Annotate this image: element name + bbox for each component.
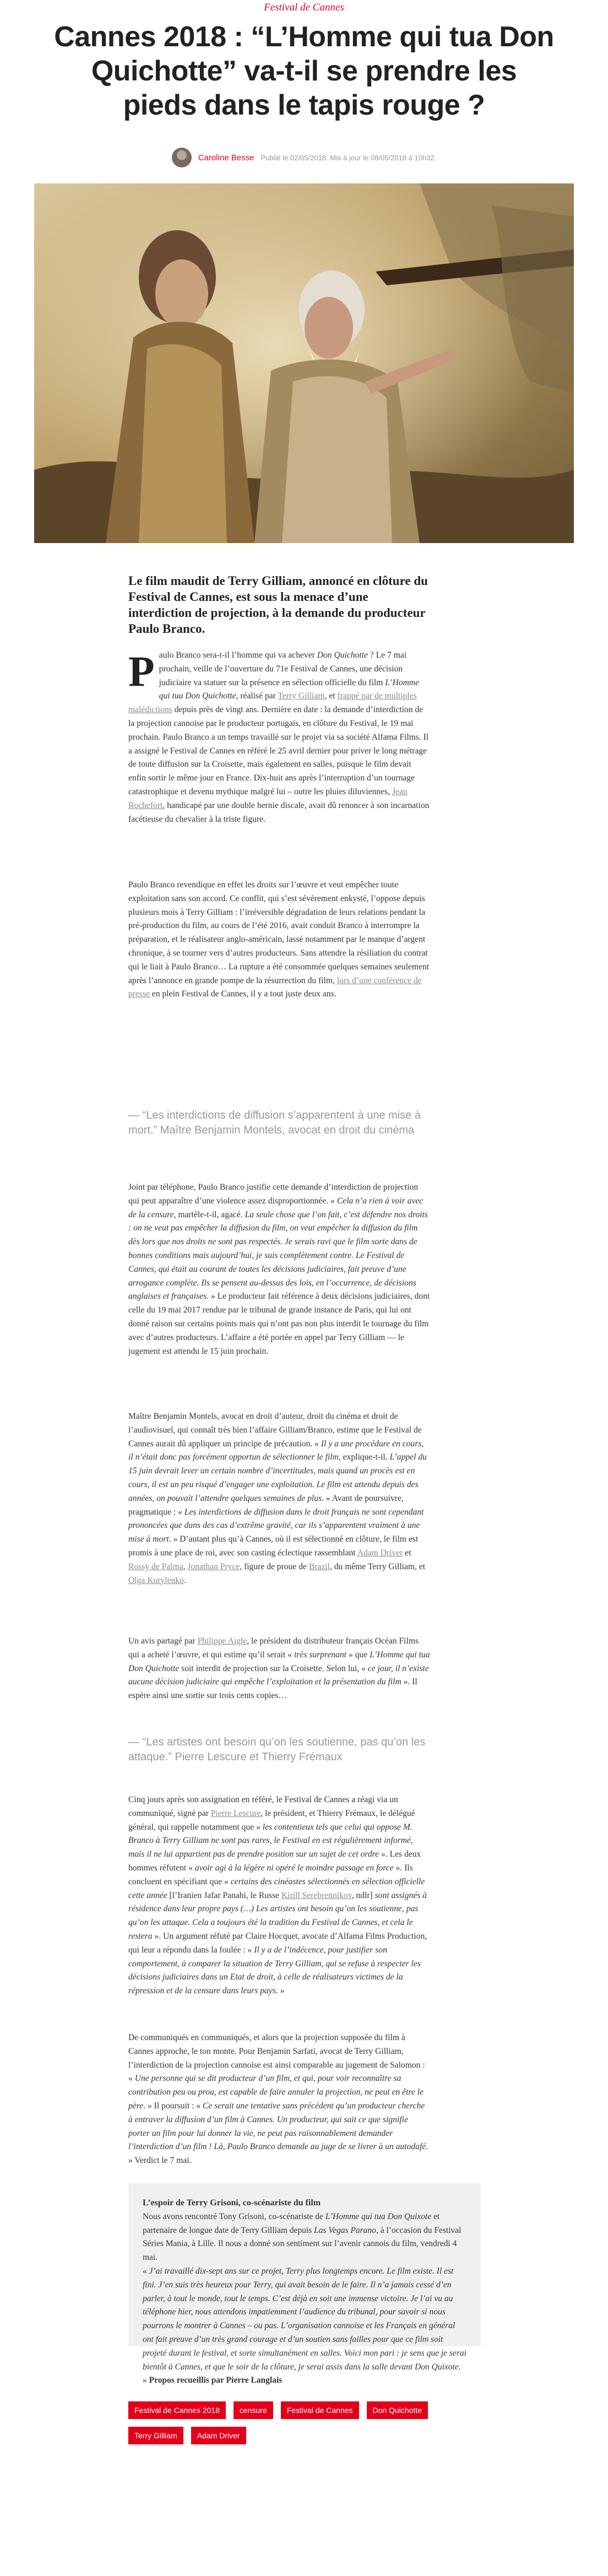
pull-quote-2 — [128, 1735, 430, 1765]
text: . » D’autant plus qu’à Cannes, où il est sélectionné en clôture, le film est promis à une place de roi, avec son casting éclectique rassemblant — [128, 1534, 419, 1558]
quote-attribution: Pierre Lescure et Thierry Frémaux — [175, 1751, 343, 1763]
info-box-quote — [143, 2265, 466, 2388]
text: , martèle-t-il, agacé. — [173, 1210, 245, 1219]
paragraph-7 — [128, 2031, 430, 2168]
link-kirill-serebrennikov[interactable]: Kirill Serebrennikov — [281, 1890, 352, 1900]
pull-quote-1 — [128, 1108, 430, 1138]
info-box-signature: Propos recueillis par Pierre Langlais — [149, 2376, 283, 2385]
paragraph-2 — [128, 878, 430, 1001]
publish-date: Publié le 02/05/2018. Mis à jour le 08/05/2018 à 10h32. — [260, 153, 437, 162]
emphasis: L’Homme qui tua Don Quichotte — [128, 1650, 430, 1673]
tag-list — [128, 2401, 481, 2452]
text: . » Verdict le 7 mai. — [128, 2142, 428, 2166]
emphasis: J’ai travaillé dix-sept ans sur ce projet, Terry plus longtemps encore. Le film existe. Il est fini. J’en suis très heureux pour Terry, qui avait besoin de le faire. Il n’a jamais cessé d’en parler, à tout le monde, tout le temps. C’est déjà en soit une immense victoire. Je l’ai vu au téléphone hier, nous attendons impatiemment l’audience du tribunal, pour savoir si nous pourrons le montrer à Cannes – ou pas. L’organisation cannoise et les Français en général ont fait preuve d’un très grand courage et d’un soutien sans failles pour que ce film soit projeté durant le festival, et sorte simultanément en salles. Voici mon pari : je sens que je serai bientôt à Cannes, et que le soir de la clôture, je serai assis dans la salle devant Don Quixote — [143, 2266, 466, 2372]
link-jonathan-pryce[interactable]: Jonathan Pryce — [187, 1561, 240, 1571]
paragraph-3 — [128, 1181, 430, 1358]
emphasis: L’appel du 15 juin devrait lever un certain nombre d’incertitudes, mais quand un procès est en cours, il est un peu risqué d’engager une exploitation. Le film est attendu depuis des années, on pouvait l’attendre quelques semaines de plus — [128, 1452, 427, 1503]
tag-link[interactable]: Festival de Cannes 2018 — [128, 2401, 226, 2419]
category-label[interactable]: Festival de Cannes — [264, 2, 344, 13]
text: De communiqués en communiqués, et alors que la projection supposée du film à Cannes approche, le ton monte. Pour Benjamin Sarfati, avocat de Terry Gilliam, l’interdiction de la projection cannoise est ainsi comparable au jugement de Salomon : « — [128, 2033, 425, 2084]
link-terry-gilliam[interactable]: Terry Gilliam — [278, 691, 325, 701]
emphasis: avoir agi à la légère ni opéré le moindre passage en force — [194, 1863, 394, 1873]
text: , réalisé par — [236, 691, 278, 701]
text: depuis près de vingt ans. Dernière en date : la demande d’interdiction de la projection cannoise par le producteur portugais, en clôture du Festival, le 19 mai prochain. Paulo Branco a un temps travaillé sur le projet via sa société Alfama Films. Il a assigné le Festival de Cannes en référé le 25 avril dernier pour priver le long métrage de toute diffusion sur la Croisette, mais également en salles, puisque le film devait enfin sortir le même jour en France. Dix-huit ans après l’interruption d’un tournage catastrophique et devenu mythique malgré lui – outre les pluies diluviennes, — [128, 705, 429, 796]
text: en plein Festival de Cannes, il y a tout juste deux ans. — [149, 989, 336, 999]
emphasis: très surprenant — [294, 1650, 347, 1660]
emphasis: L’Homme qui tua Don Quixote — [325, 2211, 432, 2221]
info-box-intro — [143, 2210, 466, 2265]
drop-cap: P — [128, 647, 155, 695]
emphasis: L’Homme qui tua Don Quichotte — [159, 677, 420, 701]
text: et — [403, 1548, 411, 1558]
link-jean-rochefort[interactable]: Jean Rochefort — [128, 787, 408, 810]
text: Nous avons rencontré Tony Grisoni, co-scénariste de — [143, 2211, 325, 2221]
emphasis: les contentieux tels que celui qui oppose M. Branco à Terry Gilliam ne sont pas rares, le Festival en est régulièrement informé, mais il ne lui appartient pas de prendre position sur un sujet de cet ordre — [128, 1822, 413, 1859]
paragraph-1 — [128, 649, 430, 826]
emphasis: Ce serait une tentative sans précédent qu’un producteur cherche à entraver la diffusion d’un film à Cannes. Un producteur, qui sait ce que signifie porter un film pour lui donner la vie, ne peut pas raisonnablement demander l’interdiction d’un film ! Là, Paulo Branco demande au juge de se livrer à un autodafé — [128, 2101, 426, 2152]
article-title: Cannes 2018 : “L’Homme qui tua Don Quichotte” va-t-il se prendre les pieds dans le tapis rouge ? — [54, 21, 554, 121]
info-box-title: L’espoir de Terry Grisoni, co-scénariste du film — [143, 2198, 321, 2208]
tag-link[interactable]: Terry Gilliam — [128, 2427, 183, 2444]
byline — [0, 148, 608, 167]
text: . » — [275, 1986, 285, 1996]
text: ». Les deux hommes réfutent « — [128, 1850, 421, 1873]
text: . » Il poursuit : « — [143, 2101, 203, 2111]
emphasis: Une personne qui se dit producteur d’un film, et qui, pour voir reconnaître sa contribution peu ou prou, est capable de faire annuler la projection, ne peut en être le père — [128, 2074, 424, 2111]
text: ». Il espère ainsi une sortie sur trois cents copies… — [128, 1677, 417, 1701]
emphasis: Il y a une procédure en cours, il n’était donc pas forcément opportun de sélectionner le film — [128, 1439, 424, 1462]
emphasis: Il y a de l’indécence, pour justifier son comportement, à comparer la situation de Terry Gilliam, qui se refuse à respecter les décisions judiciaires dans un Etat de droit, à celle de réalisateurs victimes de la répression et de la censure dans leurs pays — [128, 1945, 421, 1996]
text: ». Un argument réfuté par Claire Hocquet, avocate d’Alfama Films Production, qui leur a répondu dans la foulée : « — [128, 1931, 427, 1955]
text: Cinq jours après son assignation en référé, le Festival de Cannes a réagi via un communiqué, signé par — [128, 1795, 398, 1818]
text: , le président du distributeur français Océan Films qui a acheté l’œuvre, et qui estime qu’il serait « — [128, 1636, 419, 1660]
emphasis: Don Quichotte — [317, 650, 368, 660]
emphasis: Cela n’a rien à voir avec de la censure — [128, 1196, 424, 1219]
emphasis: Les interdictions de diffusion dans le droit français ne sont cependant prononcées que dans des cas d’extrême gravité, car ils s’apparentent vraiment à une mise à mort — [128, 1507, 424, 1544]
text: » que — [346, 1650, 370, 1660]
link-olga-kurylenko[interactable]: Olga Kurylenko — [128, 1575, 184, 1585]
text: , explique-t-il. — [338, 1452, 390, 1462]
text: . — [183, 1575, 186, 1585]
link-conference[interactable]: lors d’une conférence de presse — [128, 975, 422, 999]
text: [l’Iranien Jafar Panahi, le Russe — [167, 1890, 281, 1900]
link-adam-driver[interactable]: Adam Driver — [357, 1548, 403, 1558]
emphasis: Las Vegas Parano — [314, 2225, 376, 2235]
text: , — [183, 1561, 188, 1571]
text: Un avis partagé par — [128, 1636, 198, 1646]
hero-image — [34, 183, 574, 543]
quote-attribution: Maître Benjamin Montels, avocat en droit du cinéma — [160, 1124, 415, 1136]
quote-text: — “Les interdictions de diffusion s’apparentent à une mise à mort.” — [128, 1109, 421, 1136]
article-lead: Le film maudit de Terry Gilliam, annoncé en clôture du Festival de Cannes, est sous la menace d’une interdiction de projection, à la demande du producteur Paulo Branco. — [128, 574, 428, 636]
emphasis: sont assignés à résidence dans leur propre pays (…) Les artistes ont besoin qu’on les soutienne, pas qu’on les attaque. Cela a toujours été la tradition du Festival de Cannes, et cela le restera — [128, 1890, 427, 1941]
text: , figure de proue de — [240, 1561, 309, 1571]
link-brazil[interactable]: Brazil — [308, 1561, 330, 1571]
text: Maître Benjamin Montels, avocat en droit d’auteur, droit du cinéma et droit de l’audiovisuel, qui connaît très bien l’affaire Gilliam/Branco, estime que le Festival de Cannes aurait dû appliquer un principe de précaution. « — [128, 1412, 422, 1449]
text: , ndlr] — [351, 1890, 375, 1900]
text: Paulo Branco revendique en effet les droits sur l’œuvre et veut empêcher toute exploitation sans son accord. Ce conflit, qui s’est sévèrement enkysté, l’oppose depuis plusieurs mois à Terry Gilliam : l’irréversible dégradation de leurs relations pendant la pré-production du film, au cours de l’été 2016, avait conduit Branco à interrompre la préparation, et le réalisateur anglo-américain, lassé notamment par le manque d’argent chronique, à se tourner vers d’autres producteurs. Sans attendre la résiliation du contrat qui le liait à Paulo Branco… La rupture a été consommée quelques semaines seulement après l’annonce en grande pompe de la résurrection du film, — [128, 880, 430, 985]
emphasis: La seule chose que l’on fait, c’est défendre nos droits : on ne veut pas empêcher la diffusion du film, on veut empêcher la diffusion du film dès lors que nos droits ne sont pas respectés. Je serais ravi que le film sorte dans de bonnes conditions mais aujourd’hui, je suis complètement contre. Le Festival de Cannes, qui était au courant de toutes les décisions judiciaires, fait preuve d’une arrogance complète. Ils se pensent au-dessus des lois, en l’occurrence, de décisions anglaises et françaises — [128, 1210, 428, 1301]
text: Joint par téléphone, Paulo Branco justifie cette demande d’interdiction de projection qui peut apparaître d’une violence assez disproportionnée. « — [128, 1183, 419, 1206]
text: aulo Branco sera-t-il l’homme qui va achever — [159, 650, 317, 660]
text: . » Le producteur fait référence à deux décisions judiciaires, dont celle du 19 mai 2017 rendue par le tribunal de grande instance de Paris, qui lui ont donné raison sur certains points mais qui n’ont pas non plus interdit le tournage du film avec d’autres producteurs. L’affaire a été portée en appel par Terry Gilliam — le jugement est attendu le 15 juin prochain. — [128, 1292, 430, 1356]
paragraph-4 — [128, 1410, 430, 1587]
text: « — [143, 2266, 149, 2276]
text: ». Ils concluent en spécifiant que « — [128, 1863, 413, 1886]
text: , du même Terry Gilliam, et — [329, 1561, 426, 1571]
text: , le président, et Thierry Frémaux, le délégué général, qui rappelle notamment que « — [128, 1808, 415, 1832]
tag-link[interactable]: censure — [234, 2401, 273, 2419]
info-box — [128, 2183, 481, 2385]
emphasis: ce jour, il n’existe aucune décision judiciaire qui empêche l’exploitation et la présentation du film — [128, 1663, 429, 1687]
tag-link[interactable]: Don Quichotte — [367, 2401, 428, 2419]
link-philippe-aigle[interactable]: Philippe Aigle — [197, 1636, 247, 1646]
text: . » — [143, 2362, 461, 2385]
paragraph-6 — [128, 1793, 430, 1998]
paragraph-5 — [128, 1635, 430, 1703]
author-link[interactable]: Caroline Besse — [198, 153, 254, 162]
text: , handicapé par une double hernie discale, avait dû renoncer à son incarnation facétieuse du chevalier à la triste figure. — [128, 800, 430, 824]
text: , à l’occasion du Festival Séries Mania, à Lille. Il nous a donné son sentiment sur l’avenir cannois du film, vendredi 4 mai. — [143, 2225, 462, 2263]
text: ? Le 7 mai prochain, veille de l’ouverture du 71e Festival de Cannes, une décision judiciaire va statuer sur la présence en sélection officielle du film — [159, 650, 407, 687]
link-pierre-lescure[interactable]: Pierre Lescure — [210, 1808, 261, 1818]
emphasis: certains des cinéastes sélectionnés en sélection officielle cette année — [128, 1877, 425, 1900]
quote-text: — “Les artistes ont besoin qu’on les soutienne, pas qu’on les attaque.” — [128, 1736, 426, 1763]
author-avatar[interactable] — [172, 148, 192, 167]
text: , et — [324, 691, 338, 701]
link-maledictions[interactable]: frappé par de multiples malédictions — [128, 691, 417, 715]
text: . » Avant de poursuivre, pragmatique : « — [128, 1493, 404, 1517]
text: et partenaire de longue date de Terry Gilliam depuis — [143, 2211, 440, 2235]
tag-link[interactable]: Festival de Cannes — [281, 2401, 359, 2419]
tag-link[interactable]: Adam Driver — [191, 2427, 246, 2444]
text: soit interdit de projection sur la Croisette. Selon lui, « — [179, 1663, 368, 1673]
link-rossy-de-palma[interactable]: Rossy de Palma — [128, 1561, 183, 1571]
